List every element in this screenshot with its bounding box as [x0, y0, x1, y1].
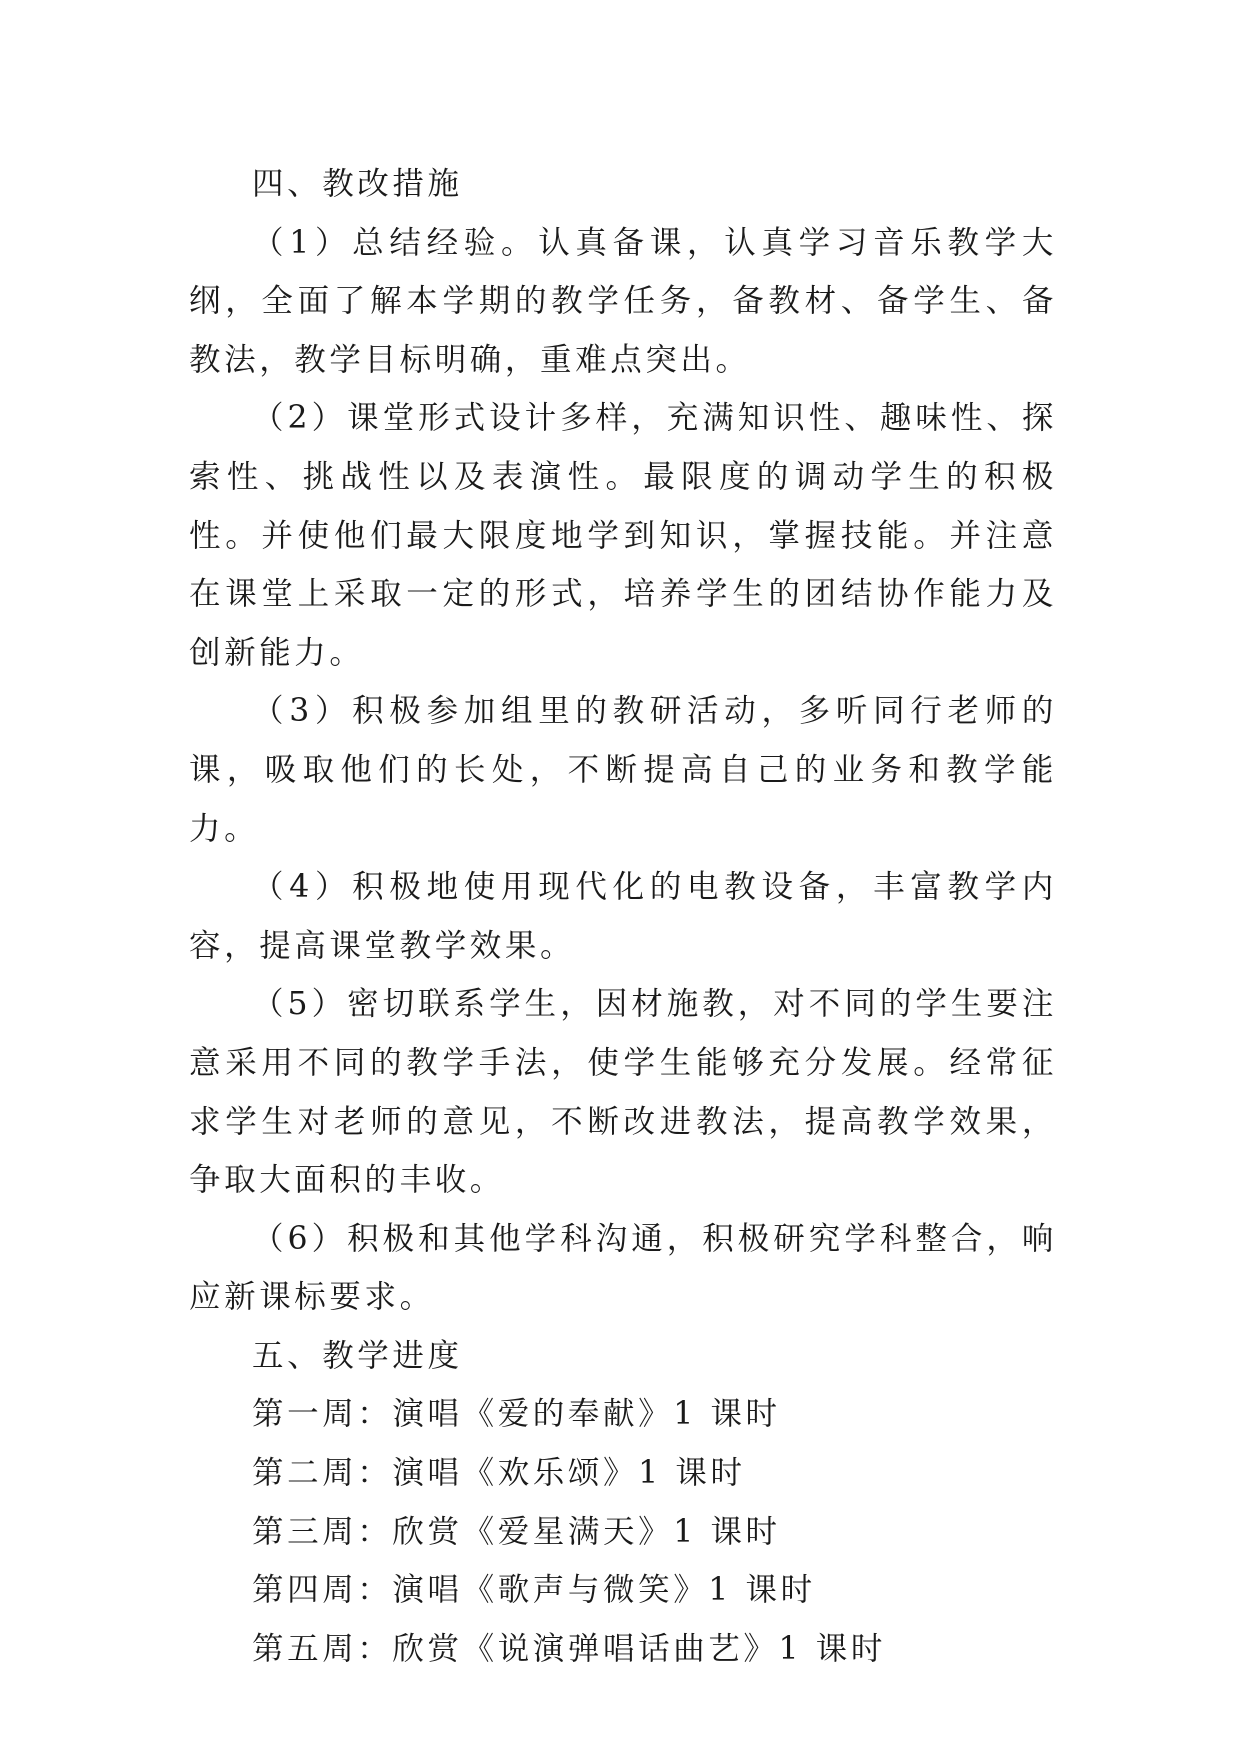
schedule-week-4: 第四周：演唱《歌声与微笑》1 课时 [252, 1572, 816, 1609]
schedule-week-2: 第二周：演唱《欢乐颂》1 课时 [252, 1455, 746, 1492]
schedule-week-5: 第五周：欣赏《说演弹唱话曲艺》1 课时 [252, 1630, 886, 1667]
schedule-week-3: 第三周：欣赏《爱星满天》1 课时 [252, 1513, 781, 1550]
measure-item-6: （6）积极和其他学科沟通，积极研究学科整合，响应新课标要求。 [189, 1220, 1057, 1316]
measure-item-4: （4）积极地使用现代化的电教设备，丰富教学内容，提高课堂教学效果。 [189, 869, 1057, 964]
section-heading-measures: 四、教改措施 [252, 166, 463, 202]
measure-item-3: （3）积极参加组里的教研活动，多听同行老师的课，吸取他们的长处，不断提高自己的业务和教学能力。 [189, 693, 1057, 847]
section-heading-schedule: 五、教学进度 [252, 1337, 463, 1374]
schedule-week-1: 第一周：演唱《爱的奉献》1 课时 [252, 1396, 781, 1433]
measure-item-2: （2）课堂形式设计多样，充满知识性、趣味性、探索性、挑战性以及表演性。最限度的调动学生的积极性。并使他们最大限度地学到知识，掌握技能。并注意在课堂上采取一定的形式，培养学生的团结协作能力及创新能力。 [189, 400, 1057, 671]
measure-item-5: （5）密切联系学生，因材施教，对不同的学生要注意采用不同的教学手法，使学生能够充分发展。经常征求学生对老师的意见，不断改进教法，提高教学效果，争取大面积的丰收。 [189, 986, 1057, 1199]
document-body [189, 155, 1057, 1678]
measure-item-1: （1）总结经验。认真备课，认真学习音乐教学大纲，全面了解本学期的教学任务，备教材、备学生、备教法，教学目标明确，重难点突出。 [189, 224, 1057, 378]
